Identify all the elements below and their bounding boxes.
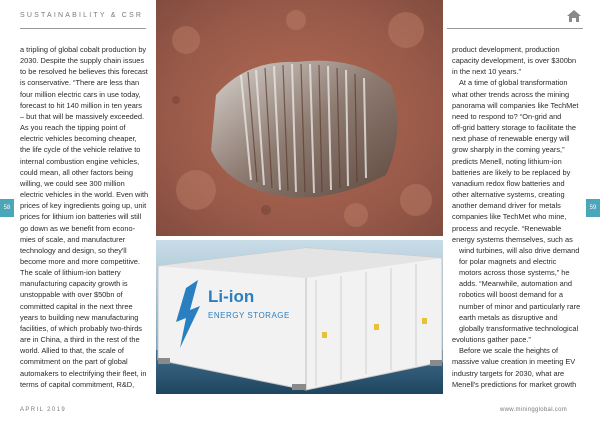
battery-container-image <box>156 240 443 394</box>
text-line: forecast to hit 140 million in ten years <box>20 100 143 110</box>
text-line: years to building new manufacturing <box>20 312 139 322</box>
article-column-right <box>452 44 586 390</box>
text-line: commitment on the part of global <box>20 357 128 367</box>
text-line: At a time of global transformation <box>459 78 568 88</box>
text-line: internal combustion engine vehicles, <box>20 156 140 166</box>
text-line: As you reach the tipping point of <box>20 123 126 133</box>
text-line: off-grid battery storage to facilitate the <box>452 123 576 133</box>
page-number-left: 58 <box>0 199 14 217</box>
text-line: in the next 10 years.” <box>452 67 522 77</box>
text-line: another demand driver for metals <box>452 201 561 211</box>
header-rule-left <box>20 28 146 29</box>
text-line: go down as we benefit from econo- <box>20 223 136 233</box>
text-line: The scale of lithium-ion battery <box>20 268 121 278</box>
text-line: is conservative. “There are less than <box>20 78 140 88</box>
text-line: four million electric cars in use today, <box>20 89 141 99</box>
text-line: electric vehicles in the world. Even with <box>20 190 149 200</box>
text-line: Menell's predictions for market growth <box>452 379 577 389</box>
text-line: massive value creation in meeting EV <box>452 357 576 367</box>
article-column-left <box>20 44 150 390</box>
text-line: panorama will companies like TechMet <box>452 100 579 110</box>
battery-label-main: Li-ion <box>208 287 255 306</box>
text-line: unstoppable with over $50bn of <box>20 290 123 300</box>
text-line: a tripling of global cobalt production by <box>20 45 147 54</box>
text-line: for polar magnets and electric <box>459 256 557 266</box>
text-line: capacity development, is over $300bn <box>452 56 577 66</box>
text-line: vanadium redox flow batteries and <box>452 178 565 188</box>
text-line: globally transformative technological <box>459 323 579 333</box>
text-line: number of minor and particularly rare <box>459 301 581 311</box>
text-line: automakers to electrifying their fleet, in <box>20 368 147 378</box>
text-line: technology and design, so they'll <box>20 245 127 255</box>
text-line: earth metals as disruptive and <box>459 312 558 322</box>
text-line: 2030. Despite the supply chain issues <box>20 56 145 66</box>
text-line: batteries are likely to be replaced by <box>452 167 571 177</box>
text-line: adds. “Meanwhile, automation and <box>459 279 572 289</box>
text-line: companies like TechMet who mine, <box>452 212 567 222</box>
text-line: become more and more competitive. <box>20 256 140 266</box>
text-line: to be resolved he believes this forecast <box>20 67 148 77</box>
text-line: wind turbines, will also drive demand <box>459 245 580 255</box>
text-line: predicts Menell, noting lithium-ion <box>452 156 562 166</box>
text-line: need to respond to? “On-grid and <box>452 111 562 121</box>
text-line: product development, production <box>452 45 560 54</box>
text-line: industry targets for 2030, what are <box>452 368 565 378</box>
footer-url[interactable]: www.miningglobal.com <box>500 407 568 413</box>
text-line: prices for lithium ion batteries will still <box>20 212 142 222</box>
text-line: motors across those systems,” he <box>459 268 570 278</box>
footer-date: APRIL 2019 <box>20 407 67 413</box>
text-line: committed capital in the next three <box>20 301 133 311</box>
text-line: energy systems themselves, such as <box>452 234 573 244</box>
text-line: other alternative systems, creating <box>452 190 565 200</box>
text-line: manufacturing capacity growth is <box>20 279 128 289</box>
text-line: world. Allied to that, the scale of <box>20 346 124 356</box>
battery-label-sub: ENERGY STORAGE <box>208 311 290 320</box>
text-line: electric vehicles becoming cheaper, <box>20 134 137 144</box>
text-line: what other trends across the mining <box>452 89 570 99</box>
page-number-right: 59 <box>586 199 600 217</box>
text-line: prices of key ingredients going up, unit <box>20 201 147 211</box>
text-line: the life cycle of the vehicle relative to <box>20 145 141 155</box>
text-line: – but that will be massively exceeded. <box>20 111 145 121</box>
text-line: terms of capital commitment, R&D, <box>20 379 135 389</box>
text-line: process and recycle. “Renewable <box>452 223 562 233</box>
text-line: Before we scale the heights of <box>459 346 559 356</box>
home-icon[interactable] <box>566 9 582 23</box>
text-line: grow sharply in the coming years,” <box>452 145 565 155</box>
text-line: next phase of renewable energy will <box>452 134 570 144</box>
text-line: mies of scale, and manufacturer <box>20 234 126 244</box>
text-line: robotics will boost demand for a <box>459 290 563 300</box>
header-rule-right <box>447 28 583 29</box>
section-label: SUSTAINABILITY & CSR <box>20 12 144 19</box>
text-line: willing, we could see 300 million <box>20 178 125 188</box>
text-line: could mean, all other factors being <box>20 167 133 177</box>
text-line: are in China, a third in the rest of the <box>20 335 140 345</box>
text-line: evolutions gather pace.” <box>452 335 531 345</box>
text-line: facilities, of which probably two-thirds <box>20 323 142 333</box>
cobalt-ore-photo <box>156 0 443 236</box>
